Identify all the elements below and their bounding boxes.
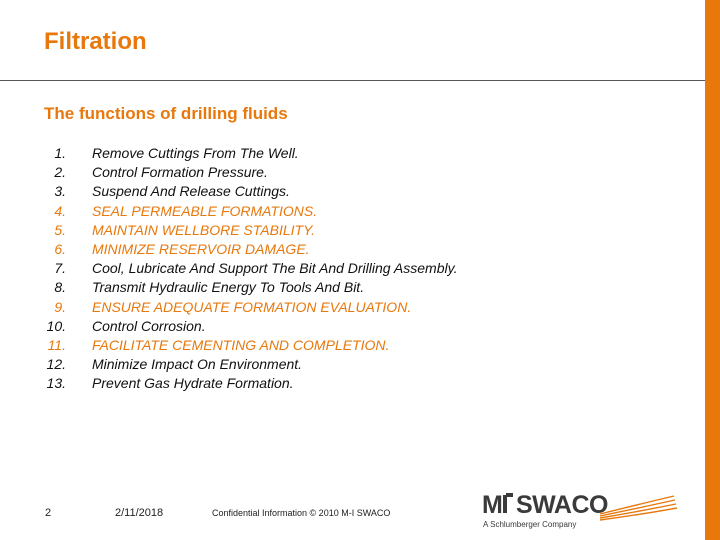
item-text: Control Corrosion. <box>92 317 206 334</box>
item-number: 6. <box>54 240 66 257</box>
item-text: Remove Cuttings From The Well. <box>92 145 299 161</box>
item-number: 9. <box>54 298 66 315</box>
list-item <box>40 221 660 240</box>
item-text: ENSURE ADEQUATE FORMATION EVALUATION. <box>92 298 412 315</box>
list-item <box>40 374 660 393</box>
item-text: Suspend And Release Cuttings. <box>92 183 290 200</box>
item-number: 4. <box>54 202 66 219</box>
item-number: 1. <box>54 145 66 161</box>
item-text: Cool, Lubricate And Support The Bit And Drilling Assembly. <box>92 260 458 277</box>
list-item <box>40 278 660 297</box>
page-number: 2 <box>45 507 52 519</box>
accent-bar <box>705 0 720 540</box>
item-text: MAINTAIN WELLBORE STABILITY. <box>92 221 316 238</box>
slide-title: Filtration <box>44 28 147 55</box>
list-item <box>40 298 660 317</box>
item-number: 5. <box>54 221 66 238</box>
confidential-notice: Confidential Information © 2010 M-I SWACO <box>212 508 391 518</box>
item-number: 7. <box>54 260 66 277</box>
item-number: 3. <box>54 183 66 200</box>
svg-text:M: M <box>482 491 502 519</box>
footer-date: 2/11/2018 <box>115 507 164 519</box>
item-text: FACILITATE CEMENTING AND COMPLETION. <box>92 336 390 353</box>
list-item <box>40 163 660 182</box>
item-text: Prevent Gas Hydrate Formation. <box>92 375 294 392</box>
item-text: MINIMIZE RESERVOIR DAMAGE. <box>92 240 310 257</box>
item-number: 2. <box>54 164 66 181</box>
item-text: Control Formation Pressure. <box>92 164 268 181</box>
list-item <box>40 317 660 336</box>
list-item <box>40 336 660 355</box>
list-item <box>40 355 660 374</box>
item-text: SEAL PERMEABLE FORMATIONS. <box>92 202 318 219</box>
logo-swoosh-icon <box>600 496 677 520</box>
title-divider <box>0 80 705 81</box>
item-number: 8. <box>54 279 66 296</box>
list-item <box>40 144 660 163</box>
item-text: Transmit Hydraulic Energy To Tools And Bit. <box>92 279 365 296</box>
list-item <box>40 240 660 259</box>
svg-text:SWACO: SWACO <box>516 491 608 519</box>
item-text: Minimize Impact On Environment. <box>92 356 303 373</box>
slide-subtitle: The functions of drilling fluids <box>44 104 288 123</box>
functions-list <box>40 144 660 393</box>
list-item <box>40 182 660 201</box>
mi-swaco-logo <box>482 491 678 535</box>
item-number: 12. <box>46 356 66 373</box>
svg-text:A Schlumberger Company: A Schlumberger Company <box>483 520 577 529</box>
item-number: 11. <box>47 336 66 353</box>
item-number: 10. <box>46 317 66 334</box>
list-item <box>40 259 660 278</box>
item-number: 13. <box>46 375 66 392</box>
list-item <box>40 202 660 221</box>
